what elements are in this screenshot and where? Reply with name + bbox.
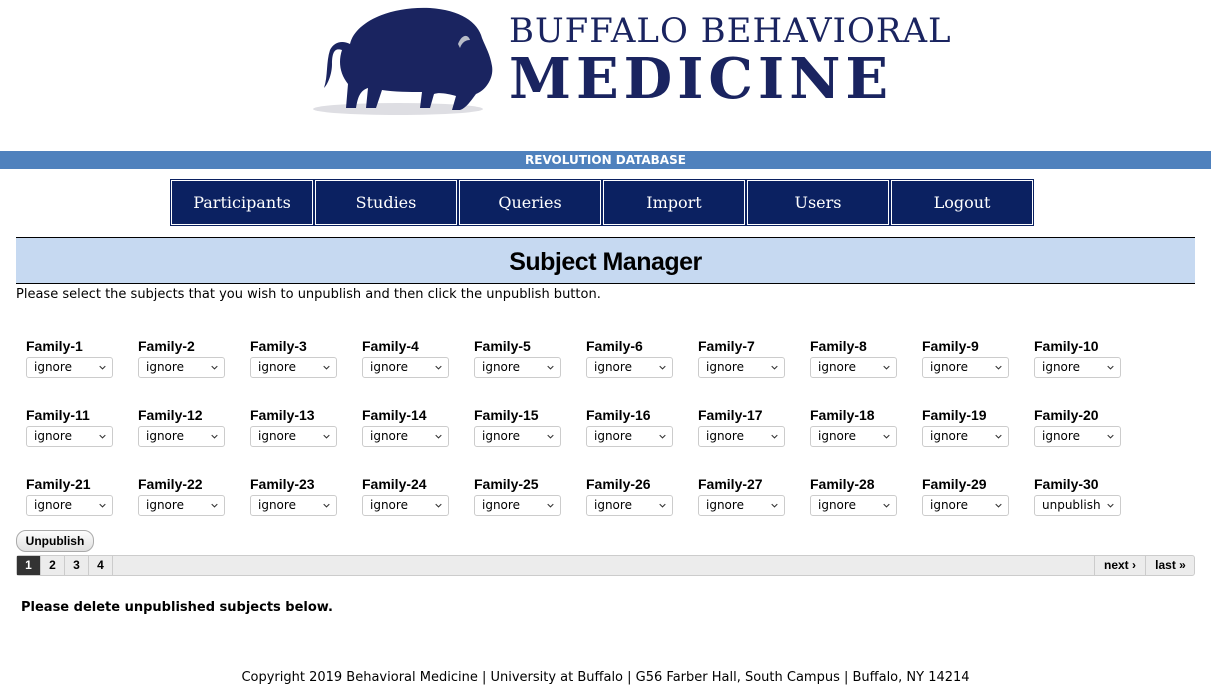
page-2-button[interactable]: 2 [41, 556, 65, 575]
subject-status-value: ignore [818, 429, 856, 443]
chevron-down-icon [771, 502, 778, 509]
subject-status-value: ignore [706, 429, 744, 443]
chevron-down-icon [1107, 364, 1114, 371]
chevron-down-icon [211, 364, 218, 371]
subject-cell [138, 338, 248, 374]
subject-status-value: ignore [370, 429, 408, 443]
subject-status-select[interactable] [474, 495, 561, 516]
subject-status-select[interactable] [26, 495, 113, 516]
subject-status-select[interactable] [1034, 357, 1121, 378]
subject-label: Family-8 [810, 338, 867, 354]
chevron-down-icon [547, 433, 554, 440]
subject-status-select[interactable] [1034, 495, 1121, 516]
subject-cell [26, 407, 136, 443]
page-4-button[interactable]: 4 [89, 556, 113, 575]
subject-label: Family-16 [586, 407, 651, 423]
subject-cell [138, 407, 248, 443]
chevron-down-icon [211, 502, 218, 509]
subject-status-value: ignore [1042, 360, 1080, 374]
subject-cell [586, 476, 696, 512]
subject-label: Family-12 [138, 407, 203, 423]
subject-label: Family-1 [26, 338, 83, 354]
subject-status-value: ignore [482, 498, 520, 512]
subject-cell [922, 338, 1032, 374]
page-3-button[interactable]: 3 [65, 556, 89, 575]
chevron-down-icon [883, 502, 890, 509]
logo-line1: BUFFALO BEHAVIORAL [509, 11, 952, 51]
subject-cell [362, 338, 472, 374]
subject-status-select[interactable] [810, 357, 897, 378]
subject-status-select[interactable] [362, 426, 449, 447]
subject-label: Family-6 [586, 338, 643, 354]
subject-status-select[interactable] [810, 495, 897, 516]
subject-status-select[interactable] [362, 357, 449, 378]
subject-status-value: ignore [258, 360, 296, 374]
subject-status-value: ignore [34, 498, 72, 512]
subject-status-select[interactable] [474, 357, 561, 378]
chevron-down-icon [323, 502, 330, 509]
instructions-text: Please select the subjects that you wish to unpublish and then click the unpublish button. [16, 287, 601, 302]
subject-label: Family-7 [698, 338, 755, 354]
nav-logout[interactable]: Logout [891, 180, 1033, 225]
subject-status-value: ignore [706, 360, 744, 374]
subject-status-value: ignore [930, 360, 968, 374]
nav-participants[interactable]: Participants [171, 180, 313, 225]
subject-cell [250, 476, 360, 512]
subject-status-select[interactable] [810, 426, 897, 447]
subject-cell [922, 476, 1032, 512]
subject-label: Family-15 [474, 407, 539, 423]
chevron-down-icon [547, 502, 554, 509]
subject-status-value: ignore [930, 498, 968, 512]
subject-status-select[interactable] [586, 357, 673, 378]
subject-cell [1034, 407, 1144, 443]
subject-status-select[interactable] [26, 357, 113, 378]
chevron-down-icon [323, 364, 330, 371]
subject-status-value: ignore [594, 498, 632, 512]
subject-cell [474, 476, 584, 512]
nav-studies[interactable]: Studies [315, 180, 457, 225]
subject-label: Family-23 [250, 476, 315, 492]
chevron-down-icon [435, 433, 442, 440]
chevron-down-icon [99, 364, 106, 371]
subject-label: Family-28 [810, 476, 875, 492]
chevron-down-icon [883, 433, 890, 440]
subject-status-value: ignore [258, 429, 296, 443]
subject-cell [362, 476, 472, 512]
subject-status-value: ignore [930, 429, 968, 443]
subject-cell [1034, 476, 1144, 512]
chevron-down-icon [1107, 502, 1114, 509]
subject-status-value: ignore [146, 360, 184, 374]
chevron-down-icon [1107, 433, 1114, 440]
subject-label: Family-18 [810, 407, 875, 423]
subject-status-select[interactable] [250, 495, 337, 516]
subject-status-select[interactable] [1034, 426, 1121, 447]
last-page-button[interactable]: last » [1145, 556, 1195, 575]
subject-cell [698, 407, 808, 443]
subject-cell [138, 476, 248, 512]
subject-status-value: ignore [370, 498, 408, 512]
subject-cell [250, 407, 360, 443]
page-title: Subject Manager [16, 237, 1195, 284]
pagination [16, 555, 1195, 576]
header [0, 0, 1211, 150]
subject-cell [922, 407, 1032, 443]
subject-status-value: ignore [146, 429, 184, 443]
subject-cell [362, 407, 472, 443]
subject-status-select[interactable] [922, 495, 1009, 516]
subject-status-select[interactable] [922, 357, 1009, 378]
main-nav [171, 180, 1035, 225]
subject-cell [810, 407, 920, 443]
database-banner: REVOLUTION DATABASE [0, 151, 1211, 169]
subject-cell [474, 407, 584, 443]
subject-status-select[interactable] [138, 357, 225, 378]
subject-status-select[interactable] [250, 357, 337, 378]
chevron-down-icon [995, 364, 1002, 371]
subject-label: Family-3 [250, 338, 307, 354]
subject-cell [698, 476, 808, 512]
subject-label: Family-29 [922, 476, 987, 492]
subject-status-select[interactable] [586, 426, 673, 447]
subject-label: Family-14 [362, 407, 427, 423]
chevron-down-icon [659, 433, 666, 440]
subject-cell [586, 338, 696, 374]
delete-message: Please delete unpublished subjects below. [21, 600, 333, 615]
logo-line2: MEDICINE [509, 46, 894, 112]
subject-status-select[interactable] [26, 426, 113, 447]
subject-label: Family-21 [26, 476, 91, 492]
subject-label: Family-27 [698, 476, 763, 492]
subject-cell [810, 338, 920, 374]
chevron-down-icon [883, 364, 890, 371]
subject-status-value: ignore [706, 498, 744, 512]
subject-label: Family-17 [698, 407, 763, 423]
subject-status-value: ignore [34, 360, 72, 374]
subject-cell [26, 476, 136, 512]
chevron-down-icon [323, 433, 330, 440]
subject-label: Family-19 [922, 407, 987, 423]
chevron-down-icon [99, 502, 106, 509]
subject-status-select[interactable] [922, 426, 1009, 447]
subject-status-value: ignore [34, 429, 72, 443]
nav-import[interactable]: Import [603, 180, 745, 225]
subject-status-value: ignore [818, 498, 856, 512]
subject-cell [586, 407, 696, 443]
subject-status-value: ignore [1042, 429, 1080, 443]
bison-icon [310, 4, 500, 122]
subject-label: Family-11 [26, 407, 90, 423]
subject-status-value: ignore [482, 360, 520, 374]
subject-label: Family-13 [250, 407, 315, 423]
subject-label: Family-2 [138, 338, 195, 354]
next-page-button[interactable]: next › [1094, 556, 1145, 575]
subject-status-value: unpublish [1042, 498, 1101, 512]
subject-status-select[interactable] [698, 495, 785, 516]
subject-label: Family-4 [362, 338, 419, 354]
nav-users[interactable]: Users [747, 180, 889, 225]
chevron-down-icon [211, 433, 218, 440]
subject-label: Family-25 [474, 476, 539, 492]
subject-status-select[interactable] [138, 495, 225, 516]
subject-label: Family-10 [1034, 338, 1099, 354]
subject-status-value: ignore [482, 429, 520, 443]
subject-status-value: ignore [370, 360, 408, 374]
subject-status-value: ignore [594, 429, 632, 443]
footer-text: Copyright 2019 Behavioral Medicine | University at Buffalo | G56 Farber Hall, South Campus | Buffalo, NY 14214 [241, 670, 970, 685]
subject-label: Family-9 [922, 338, 979, 354]
chevron-down-icon [771, 433, 778, 440]
chevron-down-icon [99, 433, 106, 440]
chevron-down-icon [547, 364, 554, 371]
subject-status-value: ignore [594, 360, 632, 374]
chevron-down-icon [659, 502, 666, 509]
subject-status-select[interactable] [586, 495, 673, 516]
subject-cell [1034, 338, 1144, 374]
subject-status-value: ignore [818, 360, 856, 374]
subject-cell [698, 338, 808, 374]
subject-label: Family-26 [586, 476, 651, 492]
page-1-button[interactable]: 1 [17, 556, 41, 575]
subject-status-select[interactable] [250, 426, 337, 447]
subject-cell [474, 338, 584, 374]
logo [310, 4, 952, 122]
subject-status-value: ignore [258, 498, 296, 512]
chevron-down-icon [771, 364, 778, 371]
subject-label: Family-22 [138, 476, 203, 492]
subject-status-select[interactable] [698, 426, 785, 447]
nav-queries[interactable]: Queries [459, 180, 601, 225]
subject-label: Family-20 [1034, 407, 1099, 423]
subject-label: Family-5 [474, 338, 531, 354]
chevron-down-icon [435, 502, 442, 509]
subject-cell [250, 338, 360, 374]
chevron-down-icon [435, 364, 442, 371]
subject-status-select[interactable] [138, 426, 225, 447]
unpublish-button[interactable]: Unpublish [16, 530, 94, 552]
subject-status-select[interactable] [474, 426, 561, 447]
subject-status-select[interactable] [698, 357, 785, 378]
chevron-down-icon [995, 502, 1002, 509]
subject-label: Family-30 [1034, 476, 1099, 492]
subject-cell [26, 338, 136, 374]
subject-status-value: ignore [146, 498, 184, 512]
subject-cell [810, 476, 920, 512]
chevron-down-icon [659, 364, 666, 371]
subject-status-select[interactable] [362, 495, 449, 516]
subject-label: Family-24 [362, 476, 427, 492]
chevron-down-icon [995, 433, 1002, 440]
